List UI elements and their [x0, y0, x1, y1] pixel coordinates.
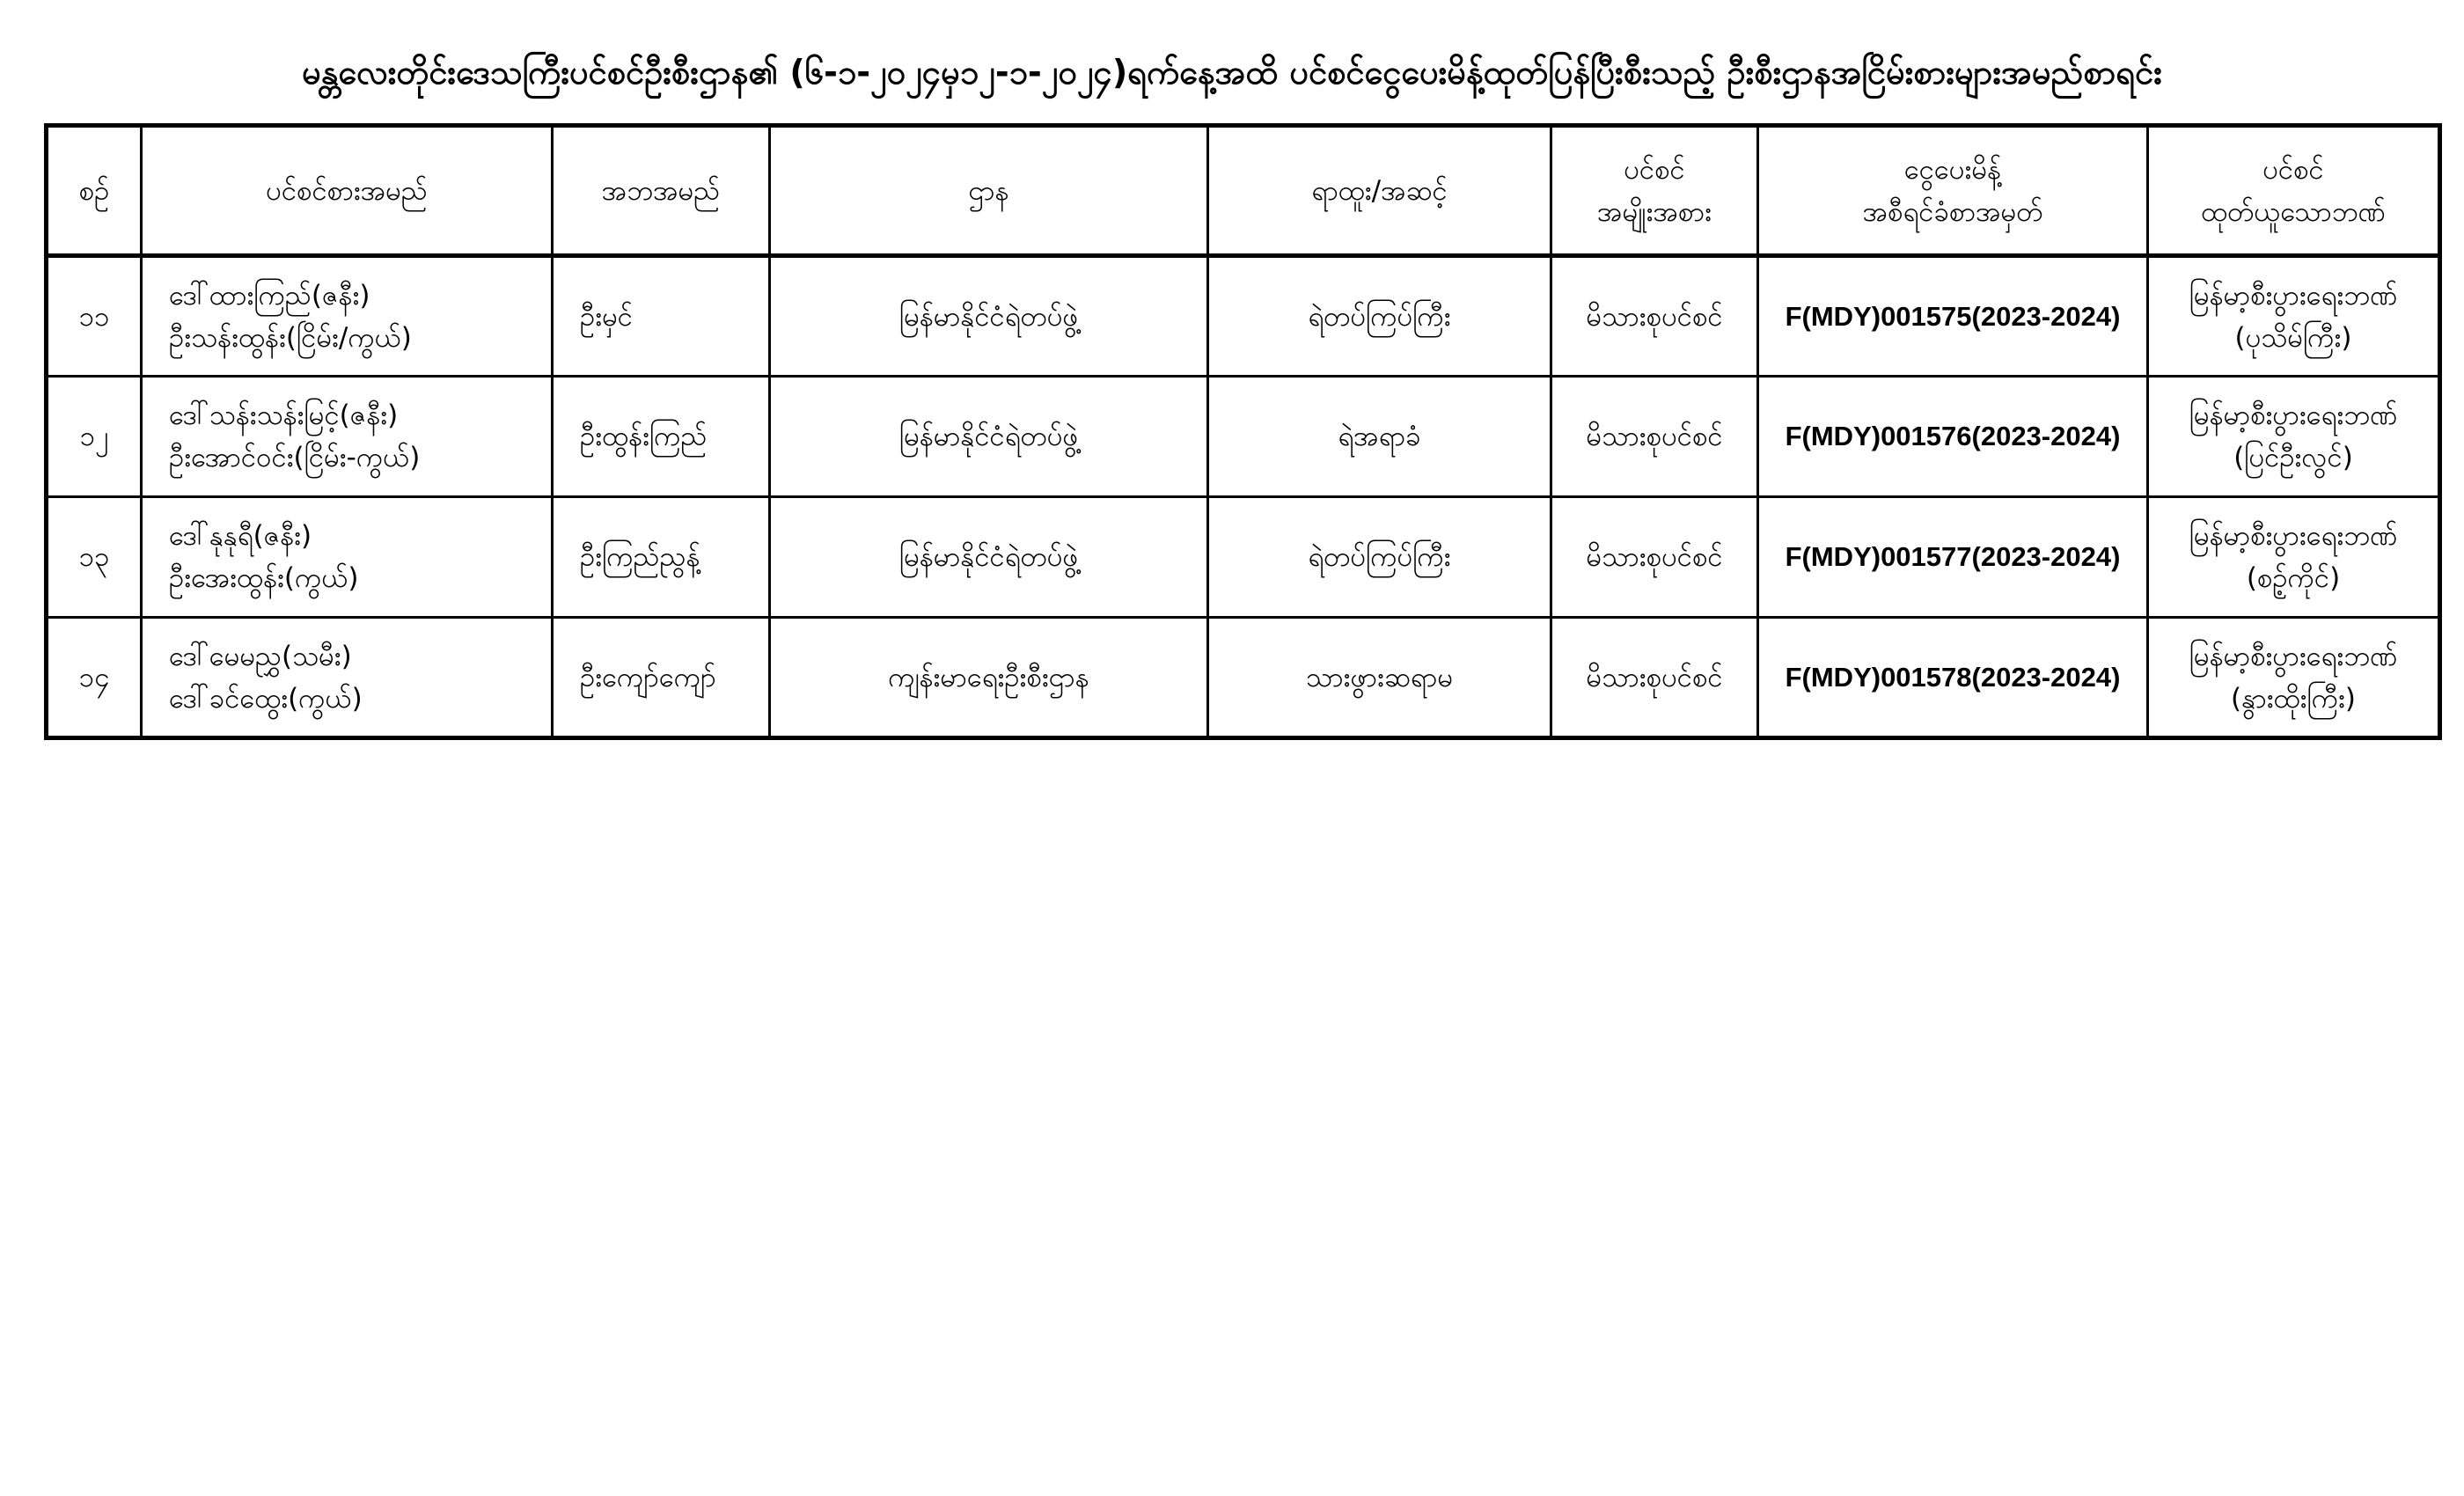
- pensioner-name-line1: ဒေါ်နုနုရီ(ဇနီး): [169, 520, 312, 552]
- header-bank: [2148, 126, 2440, 256]
- cell-pension-type: မိသားစုပင်စင်: [1551, 256, 1758, 377]
- pensioner-name-line1: ဒေါ်မေမညွှ(သမီး): [169, 640, 352, 672]
- bank-line1: မြန်မာ့စီးပွားရေးဘဏ်: [2189, 279, 2398, 312]
- pensioner-name-line2: ဦးအေးထွန်း(ကွယ်): [169, 562, 359, 594]
- cell-pensioner-name: [142, 377, 553, 497]
- header-order-ref-line2: အစီရင်ခံစာအမှတ်: [1862, 195, 2043, 228]
- bank-line1: မြန်မာ့စီးပွားရေးဘဏ်: [2189, 640, 2398, 672]
- cell-pension-type: မိသားစုပင်စင်: [1551, 618, 1758, 738]
- cell-department: မြန်မာနိုင်ငံရဲတပ်ဖွဲ့: [770, 377, 1208, 497]
- bank-line1: မြန်မာ့စီးပွားရေးဘဏ်: [2189, 400, 2398, 431]
- header-pensioner-name: ပင်စင်စားအမည်: [142, 126, 553, 256]
- header-bank-line2: ထုတ်ယူသောဘဏ်: [2201, 195, 2386, 228]
- cell-father-name: ဦးကြည်ညွန့်: [553, 497, 770, 618]
- bank-line2: (စဥ့်ကိုင်): [2246, 562, 2341, 594]
- cell-rank: ရဲအရာခံ: [1208, 377, 1551, 497]
- cell-father-name: ဦးမှင်: [553, 256, 770, 377]
- cell-bank: [2148, 497, 2440, 618]
- cell-bank: [2148, 618, 2440, 738]
- header-pension-type-line2: အမျိုးအစား: [1597, 195, 1712, 228]
- table-body: [47, 256, 2440, 738]
- cell-pensioner-name: [142, 256, 553, 377]
- cell-rank: ရဲတပ်ကြပ်ကြီး: [1208, 256, 1551, 377]
- cell-department: ကျန်းမာရေးဦးစီးဌာန: [770, 618, 1208, 738]
- cell-no: ၁၄: [47, 618, 142, 738]
- cell-father-name: ဦးကျော်ကျော်: [553, 618, 770, 738]
- cell-pensioner-name: [142, 497, 553, 618]
- cell-no: ၁၂: [47, 377, 142, 497]
- page-title: မန္တလေးတိုင်းဒေသကြီးပင်စင်ဦးစီးဌာန၏ (၆-၁-၂၀၂၄မှ၁၂-၁-၂၀၂၄)ရက်နေ့အထိ ပင်စင်ငွေပေးမိန့်ထုတ်ပြန်ပြီးစီးသည့် ဦးစီးဌာနအငြိမ်းစားများအမည်စာရင်း: [302, 53, 2162, 92]
- cell-order-ref: F(MDY)001577(2023-2024): [1758, 497, 2148, 618]
- header-order-ref: [1758, 126, 2148, 256]
- cell-rank: သားဖွားဆရာမ: [1208, 618, 1551, 738]
- pensioner-name-line1: ဒေါ်သန်းသန်းမြင့်(ဇနီး): [169, 400, 399, 431]
- pensioner-name-line2: ဦးအောင်ဝင်း(ငြိမ်း-ကွယ်): [169, 442, 421, 473]
- cell-no: ၁၁: [47, 256, 142, 377]
- cell-bank: [2148, 256, 2440, 377]
- header-father-name: အဘအမည်: [553, 126, 770, 256]
- bank-line2: (ပြင်ဦးလွင်): [2233, 442, 2353, 473]
- header-pension-type-line1: ပင်စင်: [1624, 153, 1685, 186]
- cell-pension-type: မိသားစုပင်စင်: [1551, 497, 1758, 618]
- pensioner-name-line2: ဦးသန်းထွန်း(ငြိမ်း/ကွယ်): [169, 321, 412, 354]
- cell-father-name: ဦးထွန်းကြည်: [553, 377, 770, 497]
- header-bank-line1: ပင်စင်: [2262, 153, 2324, 186]
- table-row: [47, 618, 2440, 738]
- table-row: [47, 256, 2440, 377]
- pensioner-table: [44, 123, 2442, 740]
- pensioner-name-line2: ဒေါ်ခင်ထွေး(ကွယ်): [169, 682, 363, 715]
- bank-line2: (နွားထိုးကြီး): [2230, 682, 2357, 715]
- cell-order-ref: F(MDY)001575(2023-2024): [1758, 256, 2148, 377]
- bank-line1: မြန်မာ့စီးပွားရေးဘဏ်: [2189, 520, 2398, 552]
- cell-bank: [2148, 377, 2440, 497]
- table-header: [47, 126, 2440, 256]
- table-row: [47, 377, 2440, 497]
- bank-line2: (ပုသိမ်ကြီး): [2234, 321, 2352, 354]
- header-department: ဌာန: [770, 126, 1208, 256]
- header-pension-type: [1551, 126, 1758, 256]
- cell-department: မြန်မာနိုင်ငံရဲတပ်ဖွဲ့: [770, 256, 1208, 377]
- header-rank: ရာထူး/အဆင့်: [1208, 126, 1551, 256]
- cell-no: ၁၃: [47, 497, 142, 618]
- table-row: [47, 497, 2440, 618]
- header-no: စဉ်: [47, 126, 142, 256]
- header-row: [47, 126, 2440, 256]
- cell-order-ref: F(MDY)001576(2023-2024): [1758, 377, 2148, 497]
- cell-order-ref: F(MDY)001578(2023-2024): [1758, 618, 2148, 738]
- pensioner-name-line1: ဒေါ်ထားကြည်(ဇနီး): [169, 279, 370, 312]
- cell-rank: ရဲတပ်ကြပ်ကြီး: [1208, 497, 1551, 618]
- header-order-ref-line1: ငွေပေးမိန့်: [1903, 153, 2002, 186]
- cell-pensioner-name: [142, 618, 553, 738]
- cell-pension-type: မိသားစုပင်စင်: [1551, 377, 1758, 497]
- cell-department: မြန်မာနိုင်ငံရဲတပ်ဖွဲ့: [770, 497, 1208, 618]
